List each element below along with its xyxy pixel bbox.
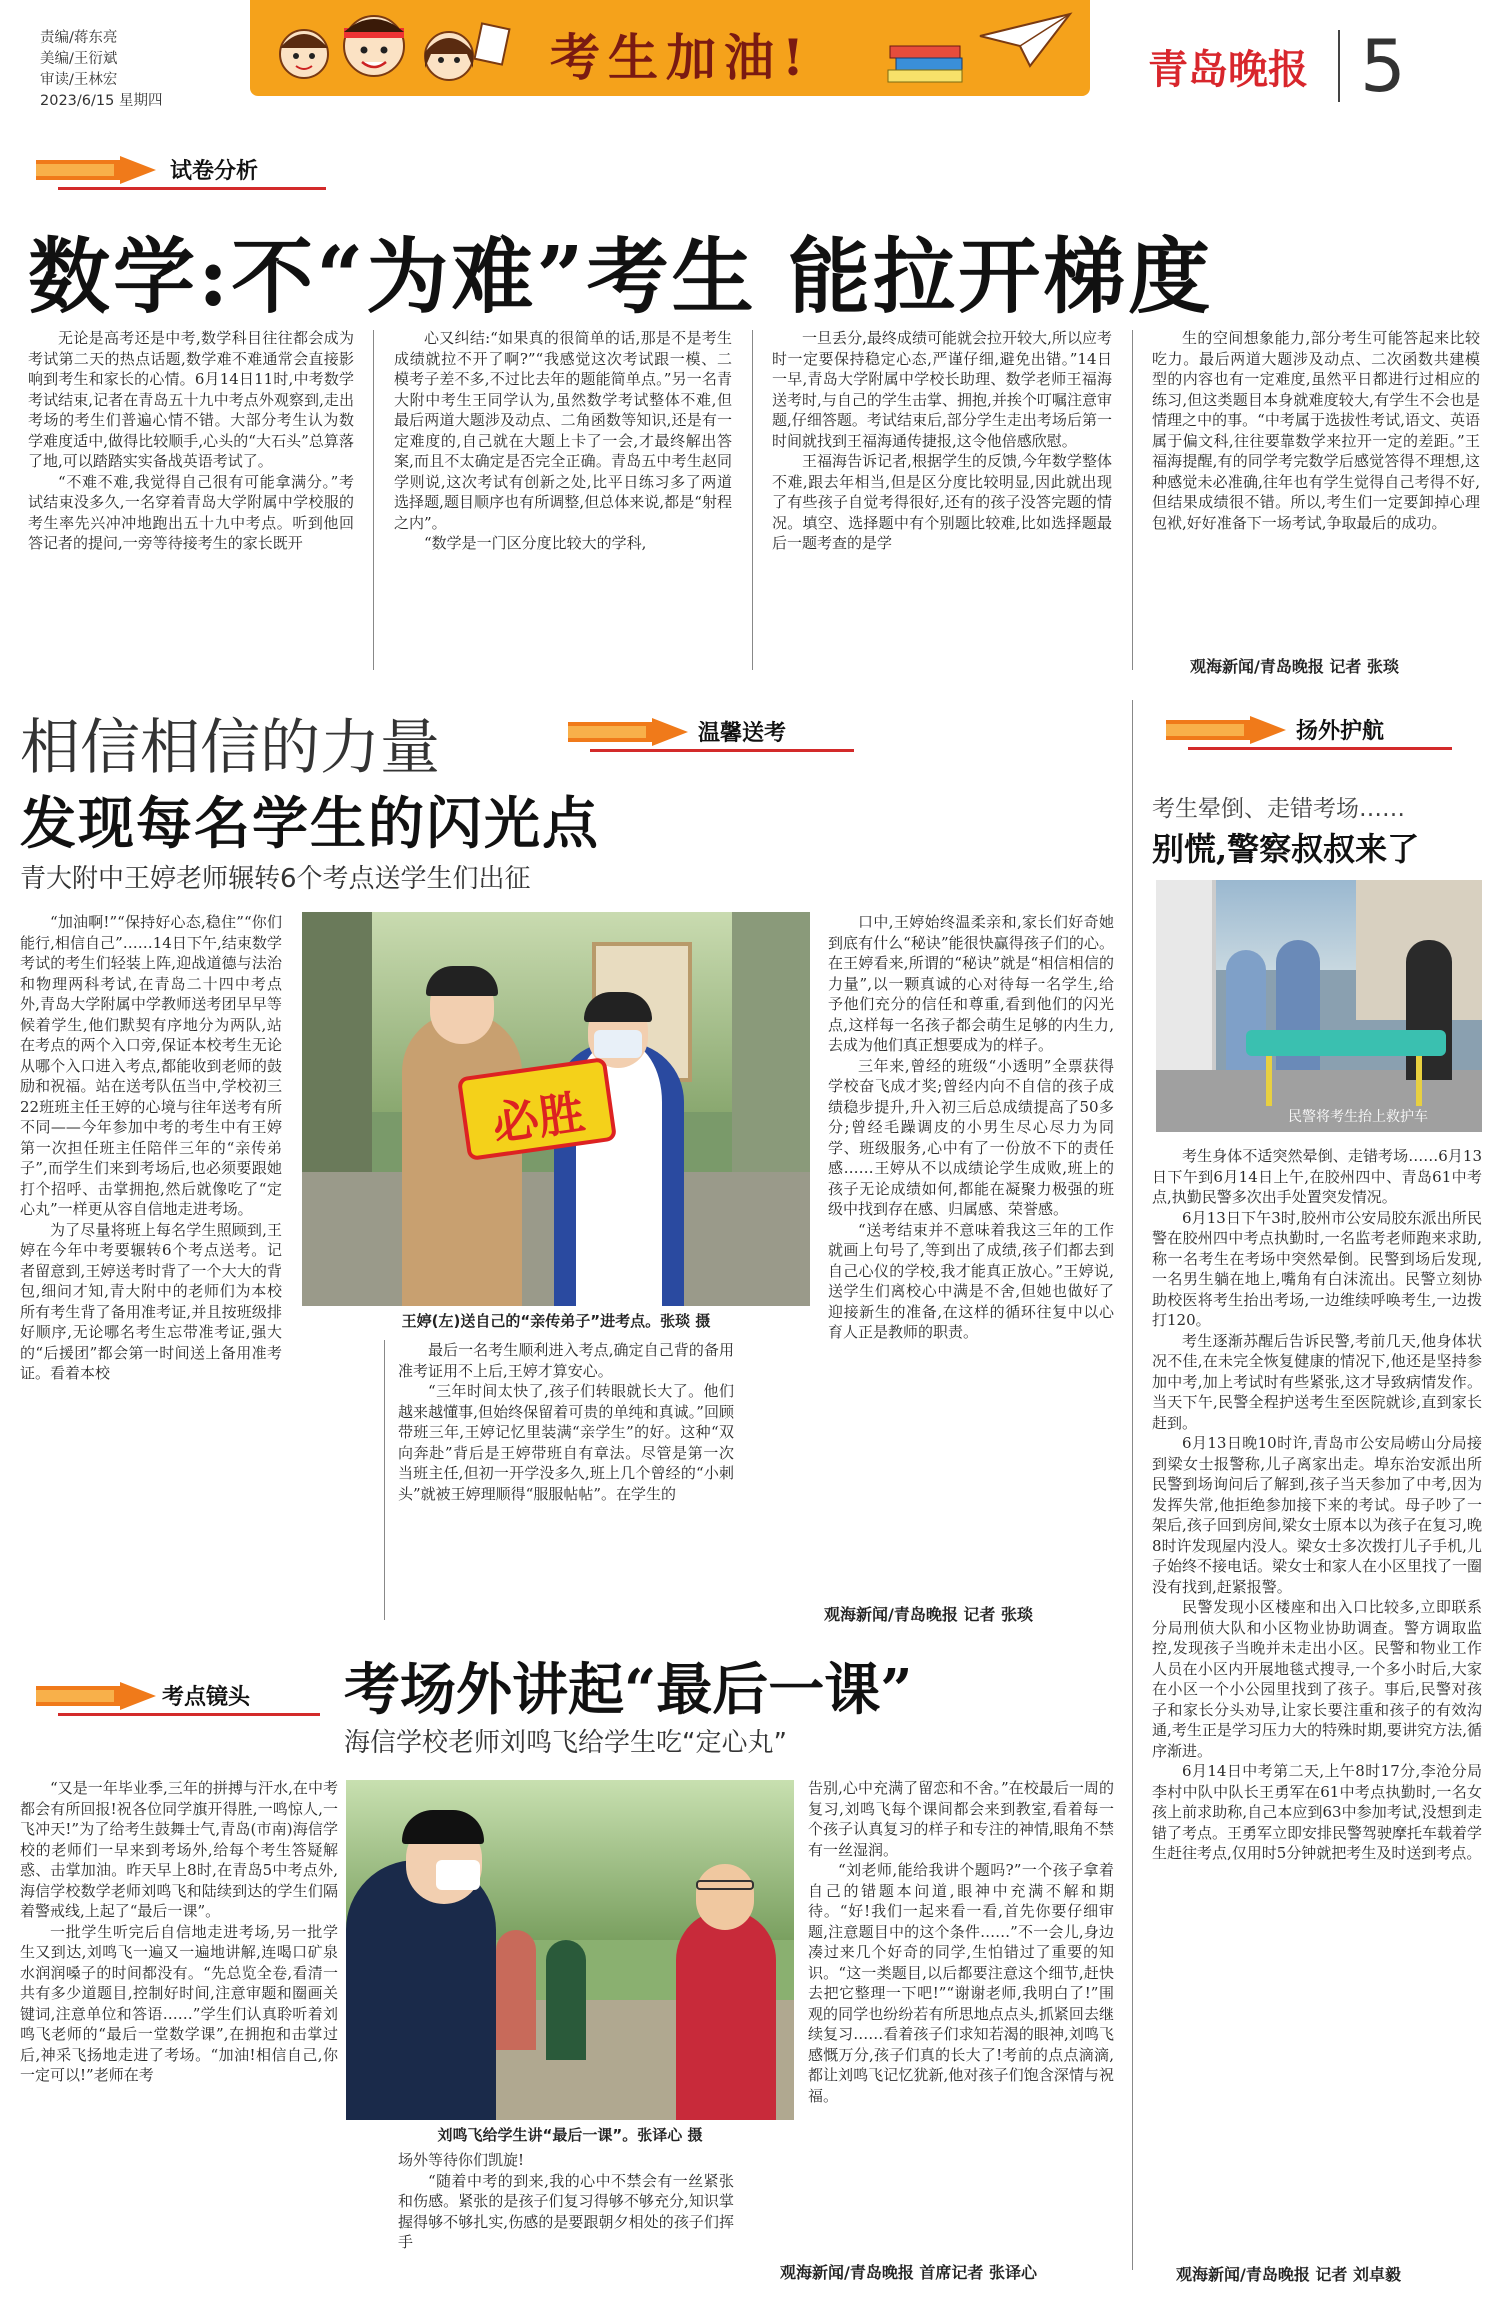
article-lesson-col-3 (808, 1778, 1114, 2258)
paragraph: “加油啊!”“保持好心态,稳住”“你们能行,相信自己”……14日下午,结束数学考试的考生们轻装上阵,迎战道德与法治和物理两科考试,在青岛二十四中考点外,青岛大学附属中学教师送考团早早等候着学生,他们默契有序地分为两队,站在考点的两个入口旁,保证本校考生无论从哪个入口进入考点,都能收到老师的鼓励和祝福。站在送考队伍当中,学校初三22班班主任王婷的心境与往年送考有所不同——今年参加中考的考生中有王婷第一次担任班主任陪伴三年的“亲传弟子”,而学生们来到考场后,也必须要跟她打个招呼、击掌拥抱,然后就像吃了“定心丸”一样更从容自信地走进考场。 (20, 913, 282, 1218)
paragraph: “送考结束并不意味着我这三年的工作就画上句号了,等到出了成绩,孩子们都去到自己心仪的学校,我才能真正放心。”王婷说,送学生们离校心中满是不舍,但她也做好了迎接新生的准备,在这样的循环往复中以心育人正是教师的职责。 (828, 1220, 1114, 1341)
orange-arrow-icon (1166, 716, 1286, 744)
paragraph: “不难不难,我觉得自己很有可能拿满分。”考试结束没多久,一名穿着青岛大学附属中学校服的考生率先兴冲冲地跑出五十九中考点。听到他回答记者的提问,一旁等待接考生的家长既开 (28, 472, 354, 552)
photo-teacher-lecture (346, 1780, 794, 2120)
label-underline (590, 749, 854, 752)
paragraph: “又是一年毕业季,三年的拼搏与汗水,在中考都会有所回报!祝各位同学旗开得胜,一鸣惊人,一飞冲天!”为了给考生鼓舞士气,青岛(市南)海信学校的老师们一早来到考场外,给每个考生答疑解惑、击掌加油。昨天早上8时,在青岛5中考点外,海信学校数学老师刘鸣飞和陆续到达的学生们隔着警戒线,上起了“最后一课”。 (20, 1779, 338, 1920)
section-label-send-off (568, 712, 858, 752)
byline: 观海新闻/青岛晚报 首席记者 张译心 (780, 2263, 1037, 2282)
paragraph: 王福海告诉记者,根据学生的反馈,今年数学整体不难,跟去年相当,但是区分度比较明显,因此就出现了有些孩子自觉考得很好,还有的孩子没答完题的情况。填空、选择题中有个别题比较难,比如选择题最后一题考查的是学 (772, 452, 1112, 552)
article-math-col-2 (394, 328, 732, 674)
paragraph: 告别,心中充满了留恋和不舍。”在校最后一周的复习,刘鸣飞每个课间都会来到教室,看着每一个孩子认真复习的样子和专注的神情,眼角不禁有一丝湿润。 (808, 1779, 1114, 1859)
photo-police-stretcher (1156, 880, 1482, 1132)
credit-designer: 美编/王衍斌 (40, 51, 118, 67)
photo-caption: 刘鸣飞给学生讲“最后一课”。张译心 摄 (437, 2126, 703, 2144)
orange-arrow-icon (36, 156, 156, 184)
sign-text: 必胜 (489, 1084, 588, 1152)
article-spark-col-1 (20, 912, 282, 1624)
section-label-text: 试卷分析 (170, 159, 259, 184)
headline-math: 数学:不“为难”考生 能拉开梯度 (28, 229, 1214, 325)
deck-spark: 青大附中王婷老师辗转6个考点送学生们出征 (20, 864, 531, 894)
section-label-snapshot (36, 1676, 320, 1716)
paragraph: 生的空间想象能力,部分考生可能答起来比较吃力。最后两道大题涉及动点、二次函数共建模型的内容也有一定难度,虽然平日都进行过相应的练习,但这类题目本身就难度较大,有学生不会也是情理之中的事。“中考属于选拔性考试,语文、英语属于偏文科,往往要靠数学来拉开一定的差距。”王福海提醒,有的同学考完数学后感觉答得不理想,这种感觉未必准确,往年也有学生觉得自己考得不好,但结果成绩很不错。所以,考生们一定要卸掉心理包袱,好好准备下一场考试,争取最后的成功。 (1152, 329, 1480, 532)
section-label-text: 扬外护航 (1296, 719, 1385, 744)
article-police (1152, 1146, 1482, 2256)
column-rule (752, 330, 753, 670)
masthead-paper-name: 青岛晚报 (1148, 46, 1308, 93)
section-label-escort (1166, 710, 1456, 750)
section-label-text: 考点镜头 (162, 1685, 251, 1710)
label-underline (58, 187, 326, 190)
byline: 观海新闻/青岛晚报 记者 刘卓毅 (1176, 2265, 1401, 2284)
headline-spark: 发现每名学生的闪光点 (20, 791, 600, 857)
kicker-belief: 相信相信的力量 (20, 713, 440, 783)
deck-last-lesson: 海信学校老师刘鸣飞给学生吃“定心丸” (344, 1728, 787, 1758)
column-rule (373, 330, 374, 670)
label-underline (1188, 747, 1452, 750)
paragraph: 考生身体不适突然晕倒、走错考场……6月13日下午到6月14日上午,在胶州四中、青岛61中考点,执勤民警多次出手处置突发情况。 (1152, 1147, 1482, 1206)
banner-title: 考生加油! (550, 28, 812, 87)
paragraph: 一旦丢分,最终成绩可能就会拉开较大,所以应考时一定要保持稳定心态,严谨仔细,避免出错。”14日一早,青岛大学附属中学校长助理、数学老师王福海送考时,与自己的学生击掌、拥抱,并挨个叮嘱注意审题,仔细答题。考试结束后,部分学生走出考场后第一时间就找到王福海通传捷报,这令他倍感欣慰。 (772, 329, 1112, 450)
paragraph: 口中,王婷始终温柔亲和,家长们好奇她到底有什么“秘诀”能很快赢得孩子们的心。在王婷看来,所谓的“秘诀”就是“相信相信的力量”,以一颗真诚的心对待每一名学生,给予他们充分的信任和尊重,看到他们的闪光点,这样每一名孩子都会萌生足够的内生力,去成为他们真正想要成为的样子。 (828, 913, 1114, 1054)
credit-editor: 责编/蒋东亮 (40, 30, 118, 46)
column-rule (1132, 700, 1133, 2270)
headline-last-lesson: 考场外讲起“最后一课” (344, 1657, 913, 1723)
paragraph: 场外等待你们凯旋! (398, 2151, 525, 2169)
page-number: 5 (1360, 24, 1406, 108)
section-label-text: 温馨送考 (698, 721, 787, 746)
kicker-police: 考生晕倒、走错考场…… (1152, 796, 1405, 822)
column-rule (1132, 330, 1133, 670)
credit-reviewer: 审读/王林宏 (40, 72, 118, 88)
article-lesson-col-2 (398, 2150, 734, 2280)
paragraph: 无论是高考还是中考,数学科目往往都会成为考试第二天的热点话题,数学难不难通常会直接影响到考生和家长的心情。6月14日11时,中考数学考试结束,记者在青岛五十九中考点外观察到,走出考场的考生们普遍心情不错。大部分考生认为数学难度适中,做得比较顺手,心头的“大石头”总算落了地,可以踏踏实实备战英语考试了。 (28, 329, 354, 470)
header-banner (250, 0, 1090, 96)
photo-caption: 王婷(左)送自己的“亲传弟子”进考点。张琰 摄 (401, 1312, 711, 1330)
orange-arrow-icon (36, 1682, 156, 1710)
paragraph: “三年时间太快了,孩子们转眼就长大了。他们越来越懂事,但始终保留着可贵的单纯和真诚。”回顾带班三年,王婷记忆里装满“亲学生”的好。这种“双向奔赴”背后是王婷带班自有章法。尽管是第一次当班主任,但初一开学没多久,班上几个曾经的“小刺头”就被王婷理顺得“服服帖帖”。在学生的 (398, 1382, 734, 1503)
paragraph: 6月13日下午3时,胶州市公安局胶东派出所民警在胶州四中考点执勤时,一名监考老师跑来求助,称一名考生在考场中突然晕倒。民警到场后发现,一名男生躺在地上,嘴角有白沫流出。民警立刻协助校医将考生抬出考场,一边维续呼唤考生,一边拨打120。 (1152, 1208, 1482, 1329)
paragraph: 心又纠结:“如果真的很简单的话,那是不是考生成绩就拉不开了啊?”“我感觉这次考试跟一模、二模考子差不多,不过比去年的题能简单点。”另一名青大附中考生王同学认为,虽然数学考试整体不难,但最后两道大题涉及动点、二角函数等知识,还是有一定难度的,自己就在大题上卡了一会,才最终解出答案,而且不太确定是否完全正确。青岛五中考生赵同学则说,这次考试有创新之处,比平日练习多了两道选择题,题目顺序也有所调整,但总体来说,都是“射程之内”。 (394, 329, 732, 532)
column-rule (384, 1340, 385, 1620)
paragraph: 三年来,曾经的班级“小透明”全票获得学校奋飞成才奖;曾经内向不自信的孩子成绩稳步提升,升入初三后总成绩提高了50多分;曾经毛躁调皮的小男生尽心尽力为同学、班级服务,心中有了一份放不下的责任感……王婷从不以成绩论学生成败,班上的孩子无论成绩如何,都能在凝聚力极强的班级中找到存在感、归属感、荣誉感。 (828, 1056, 1114, 1218)
byline: 观海新闻/青岛晚报 记者 张琰 (1190, 657, 1399, 676)
paragraph: 一批学生听完后自信地走进考场,另一批学生又到达,刘鸣飞一遍又一遍地讲解,连喝口矿泉水润润嗓子的时间都没有。“先总览全卷,看清一共有多少道题目,控制好时间,注意审题和圈画关键词,注意单位和答语……”学生们认真聆听着刘鸣飞老师的“最后一堂数学课”,在拥抱和击掌过后,神采飞扬地走进了考场。“加油!相信自己,你一定可以!”老师在考 (20, 1922, 338, 2084)
article-math-col-1 (28, 328, 354, 674)
paragraph: 6月13日晚10时许,青岛市公安局崂山分局接到梁女士报警称,儿子离家出走。埠东治安派出所民警到场询问后了解到,孩子当天参加了中考,因为发挥失常,他拒绝参加接下来的考试。母子吵了一架后,孩子回到房间,梁女士原本以为孩子在复习,晚8时许发现屋内没人。梁女士多次拨打儿子手机,儿子始终不接电话。梁女士和家人在小区里找了一圈没有找到,赶紧报警。 (1152, 1434, 1482, 1596)
paragraph: 考生逐渐苏醒后告诉民警,考前几天,他身体状况不佳,在未完全恢复健康的情况下,他还是坚持参加中考,加上考试时有些紧张,这才导致病情发作。当天下午,民警全程护送考生至医院就诊,直到家长赶到。 (1152, 1331, 1482, 1432)
cartoon-students-icon (264, 6, 514, 92)
paragraph: 民警发现小区楼座和出入口比较多,立即联系分局刑侦大队和小区物业协助调查。警方调取监控,发现孩子当晚并未走出小区。民警和物业工作人员在小区内开展地毯式搜寻,一个多小时后,大家在小区一个小公园里找到了孩子。事后,民警对孩子和家长分头劝导,让家长要注重和孩子的有效沟通,考生正是学习压力大的特殊时期,要讲究方法,循序渐进。 (1152, 1598, 1482, 1760)
photo-overlay-caption: 民警将考生抬上救护车 (1288, 1109, 1428, 1125)
paragraph: “数学是一门区分度比较大的学科, (424, 534, 647, 552)
issue-date: 2023/6/15 星期四 (40, 93, 163, 109)
paragraph: 最后一名考生顺利进入考点,确定自己背的备用准考证用不上后,王婷才算安心。 (398, 1341, 734, 1380)
headline-police: 别慌,警察叔叔来了 (1152, 830, 1420, 868)
paragraph: “刘老师,能给我讲个题吗?”一个孩子拿着自己的错题本问道,眼神中充满不解和期待。“好!我们一起来看一看,首先你要仔细审题,注意题目中的这个条件……”不一会儿,身边凑过来几个好奇的同学,生怕错过了重要的知识。“这一类题目,以后都要注意这个细节,赶快去把它整理一下吧!”“谢谢老师,我明白了!”围观的同学也纷纷若有所思地点点头,抓紧回去继续复习……看着孩子们求知若渴的眼神,刘鸣飞感慨万分,孩子们真的长大了!考前的点点滴滴,都让刘鸣飞记忆犹新,他对孩子们饱含深情与祝福。 (808, 1861, 1114, 2105)
books-airplane-icon (880, 6, 1080, 92)
article-math-col-3 (772, 328, 1112, 674)
article-spark-col-3 (828, 912, 1114, 1600)
article-lesson-col-1 (20, 1778, 338, 2282)
credits (40, 28, 162, 112)
paragraph: 为了尽量将班上每名学生照顾到,王婷在今年中考要辗转6个考点送考。记者留意到,王婷送考时背了一个大大的背包,细问才知,青大附中的老师们为本校所有考生背了备用准考证,并且按班级排好顺序,无论哪名考生忘带准考证,强大的“后援团”都会第一时间送上备用准考证。看着本校 (20, 1220, 282, 1382)
article-math-col-4 (1152, 328, 1480, 648)
paragraph: 6月14日中考第二天,上午8时17分,李沧分局李村中队中队长王勇军在61中考点执勤时,一名女孩上前求助称,自己本应到63中参加考试,没想到走错了考点。王勇军立即安排民警驾驶摩托车载着学生赶往考点,仅用时5分钟就把考生及时送到考点。 (1152, 1762, 1482, 1862)
masthead-divider (1338, 30, 1340, 102)
paragraph: “随着中考的到来,我的心中不禁会有一丝紧张和伤感。紧张的是孩子们复习得够不够充分,知识掌握得够不够扎实,伤感的是要跟朝夕相处的孩子们挥手 (398, 2171, 734, 2251)
article-spark-col-2 (398, 1340, 734, 1624)
byline: 观海新闻/青岛晚报 记者 张琰 (824, 1605, 1033, 1624)
section-label-exam-analysis (36, 150, 326, 190)
photo-teacher-student (302, 912, 810, 1306)
label-underline (58, 1713, 320, 1716)
orange-arrow-icon (568, 718, 688, 746)
